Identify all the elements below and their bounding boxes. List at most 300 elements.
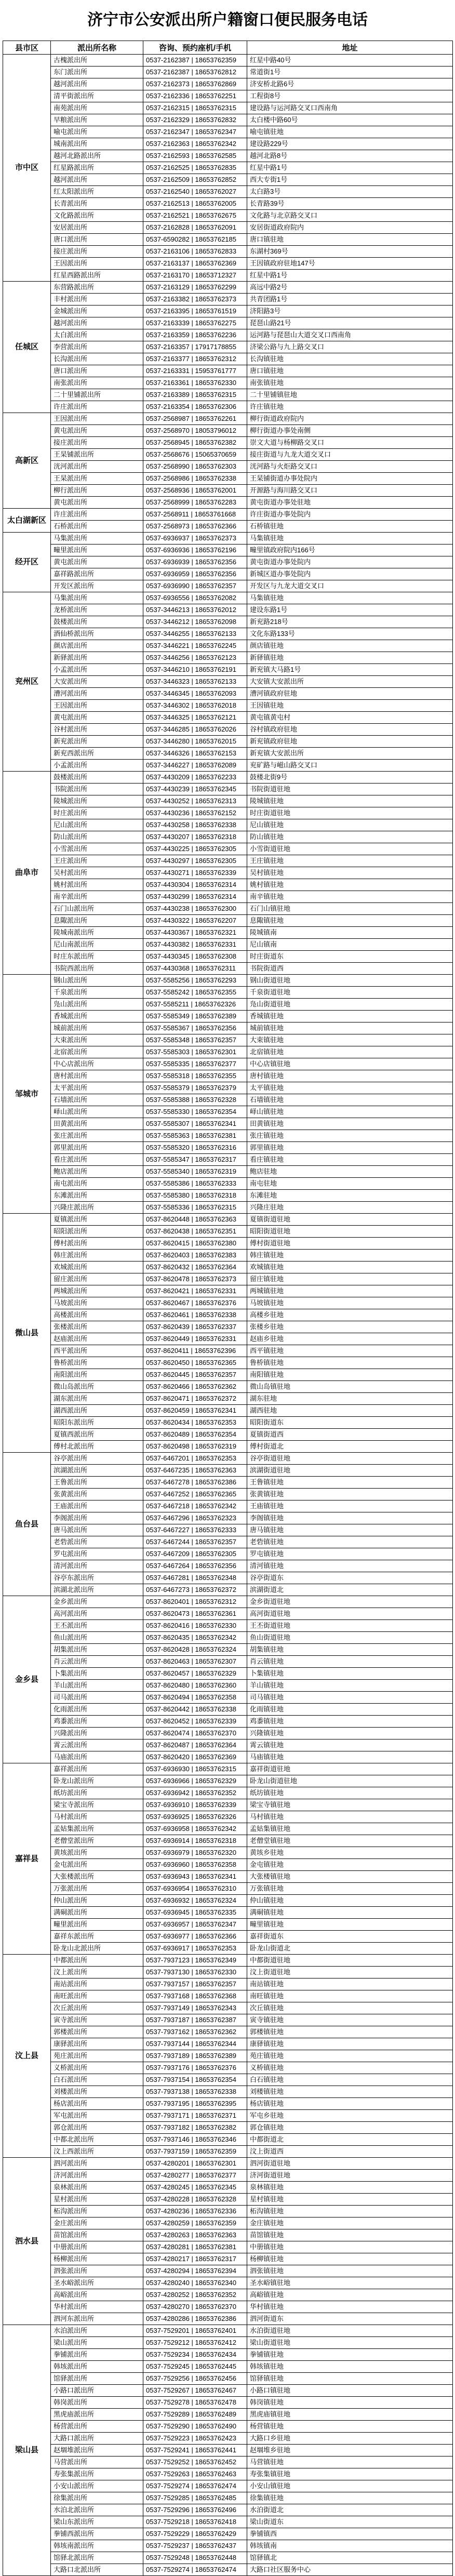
station-name: 大束派出所	[51, 1034, 143, 1046]
phone-cell	[143, 1166, 247, 1178]
phone-mobile: 18653762275	[195, 319, 236, 327]
phone-separator: |	[189, 1550, 195, 1558]
address: 高河街道驻地	[247, 1608, 453, 1620]
phone-mobile: 18653762342	[195, 140, 236, 148]
phone-separator: |	[189, 1932, 195, 1940]
phone-mobile: 18653762311	[195, 964, 236, 972]
table-row	[3, 162, 453, 174]
table-row	[3, 521, 453, 533]
table-row	[3, 712, 453, 724]
phone-mobile: 18653762245	[195, 642, 236, 649]
phone-separator: |	[189, 1299, 195, 1307]
phone-mobile: 18653762357	[195, 1036, 236, 1044]
table-row	[3, 843, 453, 855]
address: 高远中路2号	[247, 282, 453, 294]
table-row	[3, 2516, 453, 2528]
station-name: 小孟派出所	[51, 760, 143, 772]
station-name: 苑庄派出所	[51, 2050, 143, 2062]
address: 微山岛镇驻地	[247, 1381, 453, 1393]
phone-mobile: 18653762376	[195, 2064, 236, 2072]
phone-landline: 0537-8620487	[146, 1741, 190, 1749]
station-name: 黄屯派出所	[51, 556, 143, 568]
address: 苑庄镇驻地	[247, 2050, 453, 2062]
phone-landline: 0537-2568970	[146, 427, 190, 434]
station-name: 钢山派出所	[51, 975, 143, 987]
table-row	[3, 1871, 453, 1883]
phone-mobile: 18653762833	[195, 247, 236, 255]
phone-mobile: 18653762331	[195, 940, 236, 948]
table-row	[3, 2445, 453, 2457]
phone-separator: |	[189, 1430, 195, 1438]
phone-mobile: 18653762359	[195, 2147, 236, 2155]
phone-landline: 0537-3446280	[146, 737, 190, 745]
station-name: 许庄派出所	[51, 401, 143, 413]
phone-separator: |	[189, 1442, 195, 1450]
table-row	[3, 1094, 453, 1106]
phone-mobile: 18653762338	[195, 474, 236, 482]
phone-separator: |	[189, 845, 195, 853]
table-row	[3, 186, 453, 198]
phone-landline: 0537-2162828	[146, 223, 190, 231]
table-row	[3, 1082, 453, 1094]
phone-landline: 0537-7529201	[146, 2327, 190, 2334]
table-row	[3, 1393, 453, 1405]
address: 喻屯镇驻地	[247, 126, 453, 138]
phone-landline: 0537-2162329	[146, 116, 190, 124]
station-name: 南旺派出所	[51, 1990, 143, 2002]
table-row	[3, 2564, 453, 2576]
station-name: 鲁桥派出所	[51, 1357, 143, 1369]
phone-landline: 0537-8620474	[146, 1729, 190, 1737]
phone-cell	[143, 736, 247, 748]
address: 留庄镇驻地	[247, 1273, 453, 1285]
table-row	[3, 1787, 453, 1799]
address: 寅寺镇驻地	[247, 2014, 453, 2026]
phone-separator: |	[189, 881, 195, 888]
table-row	[3, 2313, 453, 2325]
phone-separator: |	[189, 1813, 195, 1821]
phone-landline: 0537-6467296	[146, 1514, 190, 1522]
phone-separator: |	[189, 1418, 195, 1426]
phone-cell	[143, 592, 247, 604]
phone-separator: |	[189, 2339, 195, 2346]
phone-mobile: 18653762377	[195, 1060, 236, 1068]
address: 嘉祥街道驻地	[247, 1763, 453, 1775]
station-name: 北宿派出所	[51, 1046, 143, 1058]
station-name: 司马派出所	[51, 1692, 143, 1704]
table-row	[3, 545, 453, 556]
phone-separator: |	[189, 1837, 195, 1844]
phone-cell	[143, 1823, 247, 1835]
station-name: 高河派出所	[51, 1608, 143, 1620]
station-name: 千泉派出所	[51, 987, 143, 999]
address: 梁宝寺镇驻地	[247, 1799, 453, 1811]
station-name: 汶上派出所	[51, 1967, 143, 1979]
phone-separator: |	[189, 1036, 195, 1044]
phone-cell	[143, 1740, 247, 1751]
phone-cell	[143, 174, 247, 186]
phone-cell	[143, 533, 247, 545]
phone-cell	[143, 138, 247, 150]
phone-mobile: 18653762445	[195, 2362, 236, 2370]
phone-landline: 0537-2163389	[146, 391, 190, 399]
address: 苗馆镇驻地	[247, 2229, 453, 2241]
address: 王庄镇驻地	[247, 855, 453, 867]
phone-mobile: 18653762341	[195, 1406, 236, 1414]
phone-separator: |	[189, 1896, 195, 1904]
address: 张庄镇驻地	[247, 1130, 453, 1142]
phone-cell	[143, 365, 247, 377]
table-row	[3, 1644, 453, 1656]
phone-mobile: 18653762467	[195, 2386, 236, 2394]
phone-landline: 0537-5585320	[146, 1144, 190, 1151]
station-name: 杨柳派出所	[51, 2253, 143, 2265]
phone-mobile: 18653762133	[195, 678, 236, 685]
table-row	[3, 1524, 453, 1536]
phone-separator: |	[189, 1574, 195, 1582]
phone-cell	[143, 1070, 247, 1082]
phone-cell	[143, 831, 247, 843]
address: 文化东路133号	[247, 628, 453, 640]
phone-cell	[143, 652, 247, 664]
phone-landline: 0537-3446221	[146, 642, 190, 649]
phone-separator: |	[189, 391, 195, 399]
phone-mobile: 18653762299	[195, 283, 236, 291]
table-row	[3, 2074, 453, 2086]
phone-landline: 0537-5585363	[146, 1132, 190, 1139]
phone-separator: |	[189, 2100, 195, 2107]
phone-separator: |	[189, 1717, 195, 1725]
table-row	[3, 282, 453, 294]
table-row	[3, 1118, 453, 1130]
station-name: 徐集派出所	[51, 2492, 143, 2504]
phone-mobile: 18653762363	[195, 2231, 236, 2239]
station-name: 馆驿北派出所	[51, 2552, 143, 2564]
table-row	[3, 1692, 453, 1704]
station-name: 满硐派出所	[51, 1907, 143, 1919]
phone-cell	[143, 473, 247, 485]
phone-mobile: 18653762351	[195, 1227, 236, 1235]
phone-cell	[143, 1381, 247, 1393]
address: 时庄街道东	[247, 951, 453, 963]
table-row	[3, 1333, 453, 1345]
phone-separator: |	[189, 1992, 195, 2000]
address: 湖西驻地	[247, 1405, 453, 1417]
station-name: 华村派出所	[51, 2301, 143, 2313]
phone-separator: |	[189, 1705, 195, 1713]
phone-landline: 0537-6467244	[146, 1538, 190, 1546]
address: 越河北路8号	[247, 150, 453, 162]
table-row	[3, 2528, 453, 2540]
table-row	[3, 1166, 453, 1178]
table-row	[3, 628, 453, 640]
address: 疃里镇政府院内166号	[247, 545, 453, 556]
phone-landline: 0537-7529252	[146, 2458, 190, 2466]
address: 湖东驻地	[247, 1393, 453, 1405]
station-name: 石桥派出所	[51, 521, 143, 533]
phone-landline: 0537-5585335	[146, 1060, 190, 1068]
phone-landline: 0537-2163137	[146, 259, 190, 267]
address: 金屯镇驻地	[247, 1859, 453, 1871]
table-row	[3, 2468, 453, 2480]
phone-cell	[143, 724, 247, 736]
address: 肖云镇驻地	[247, 1656, 453, 1668]
station-name: 万张派出所	[51, 1883, 143, 1895]
phone-separator: |	[189, 940, 195, 948]
phone-landline: 0537-8620442	[146, 1705, 190, 1713]
phone-landline: 0537-3446323	[146, 678, 190, 685]
table-row	[3, 246, 453, 258]
station-name: 星村派出所	[51, 2194, 143, 2206]
phone-mobile: 18653762301	[195, 2159, 236, 2167]
phone-mobile: 18653762386	[195, 2315, 236, 2322]
table-row	[3, 497, 453, 509]
phone-landline: 0537-4430299	[146, 893, 190, 900]
phone-separator: |	[189, 2279, 195, 2287]
phone-mobile: 18653762310	[195, 1884, 236, 1892]
phone-cell	[143, 927, 247, 939]
phone-separator: |	[189, 2135, 195, 2143]
phone-separator: |	[189, 1610, 195, 1617]
phone-landline: 0537-4280217	[146, 2255, 190, 2263]
phone-mobile: 18653762353	[195, 1944, 236, 1952]
phone-separator: |	[189, 188, 195, 195]
phone-mobile: 18653762312	[195, 355, 236, 363]
phone-mobile: 18653762869	[195, 80, 236, 88]
station-name: 唐马派出所	[51, 1524, 143, 1536]
address: 兴隆镇驻地	[247, 1728, 453, 1740]
phone-separator: |	[189, 1024, 195, 1032]
table-row	[3, 270, 453, 282]
station-name: 军屯派出所	[51, 2110, 143, 2122]
phone-landline: 0537-3446302	[146, 701, 190, 709]
station-name: 王庙派出所	[51, 1501, 143, 1512]
table-row	[3, 592, 453, 604]
phone-separator: |	[189, 1514, 195, 1522]
table-row	[3, 1250, 453, 1262]
station-name: 小孟派出所	[51, 664, 143, 676]
station-name: 中都北派出所	[51, 2134, 143, 2146]
table-row	[3, 2265, 453, 2277]
phone-separator: |	[189, 1275, 195, 1283]
phone-mobile: 18653762352	[195, 1789, 236, 1797]
phone-separator: |	[189, 952, 195, 960]
phone-landline: 0537-4280228	[146, 2195, 190, 2203]
address: 杨营镇驻地	[247, 2421, 453, 2433]
phone-separator: |	[189, 379, 195, 387]
phone-landline: 0537-7937189	[146, 2052, 190, 2060]
address: 红星中路1号	[247, 162, 453, 174]
phone-separator: |	[189, 1120, 195, 1127]
table-row	[3, 2062, 453, 2074]
station-name: 南屯派出所	[51, 1178, 143, 1190]
table-row	[3, 2122, 453, 2134]
station-name: 滨湖北派出所	[51, 1584, 143, 1596]
address: 防山镇驻地	[247, 831, 453, 843]
phone-separator: |	[189, 737, 195, 745]
table-row	[3, 1680, 453, 1692]
phone-mobile: 18653762383	[195, 1251, 236, 1259]
phone-landline: 0537-7529218	[146, 2518, 190, 2526]
station-name: 接庄派出所	[51, 246, 143, 258]
address: 南辛镇驻地	[247, 891, 453, 903]
station-name: 金庄派出所	[51, 2218, 143, 2229]
phone-mobile: 18653762370	[195, 1729, 236, 1737]
station-name: 看庄派出所	[51, 1154, 143, 1166]
station-name: 早粮派出所	[51, 114, 143, 126]
station-name: 卜集派出所	[51, 1668, 143, 1680]
table-row	[3, 2540, 453, 2552]
phone-cell	[143, 951, 247, 963]
table-row	[3, 772, 453, 784]
table-row	[3, 2397, 453, 2409]
phone-cell	[143, 485, 247, 497]
phone-landline: 0537-8620445	[146, 1371, 190, 1378]
address: 大路口乡驻地	[247, 2433, 453, 2445]
phone-separator: |	[189, 2518, 195, 2526]
station-name: 越河派出所	[51, 174, 143, 186]
address: 王鲁镇驻地	[247, 1477, 453, 1489]
address: 义桥镇驻地	[247, 2062, 453, 2074]
phone-landline: 0537-4430258	[146, 821, 190, 829]
address: 霄云镇驻地	[247, 1740, 453, 1751]
phone-mobile: 18653762293	[195, 976, 236, 984]
phone-cell	[143, 580, 247, 592]
address: 崇文大道与杨柳路交叉口	[247, 437, 453, 449]
phone-cell	[143, 329, 247, 341]
phone-landline: 0537-8620403	[146, 1251, 190, 1259]
phone-landline: 0537-6936977	[146, 1932, 190, 1940]
phone-mobile: 18653762365	[195, 1490, 236, 1498]
phone-separator: |	[189, 474, 195, 482]
address: 欢城镇驻地	[247, 1262, 453, 1273]
station-name: 香城派出所	[51, 1011, 143, 1023]
phone-separator: |	[189, 403, 195, 410]
address: 钢山街道驻地	[247, 975, 453, 987]
phone-separator: |	[189, 1191, 195, 1199]
table-row	[3, 1429, 453, 1441]
phone-mobile: 18653762346	[195, 2135, 236, 2143]
phone-separator: |	[189, 2016, 195, 2024]
phone-cell	[143, 102, 247, 114]
station-name: 中心店派出所	[51, 1058, 143, 1070]
address: 唐口镇驻地	[247, 234, 453, 246]
station-name: 李阁派出所	[51, 1512, 143, 1524]
phone-cell	[143, 2014, 247, 2026]
phone-mobile: 18653762305	[195, 845, 236, 853]
station-name: 卧龙山派出所	[51, 1775, 143, 1787]
phone-cell	[143, 1345, 247, 1357]
phone-cell	[143, 2301, 247, 2313]
address: 马集镇驻地	[247, 592, 453, 604]
phone-cell	[143, 521, 247, 533]
phone-landline: 0537-5585380	[146, 1191, 190, 1199]
phone-separator: |	[189, 2112, 195, 2119]
station-name: 小雪派出所	[51, 843, 143, 855]
address: 疃里镇驻地	[247, 1919, 453, 1931]
station-name: 大路口北派出所	[51, 2564, 143, 2576]
phone-landline: 0537-4280281	[146, 2243, 190, 2251]
phone-landline: 0537-8620480	[146, 1681, 190, 1689]
address: 司马镇驻地	[247, 1692, 453, 1704]
phone-cell	[143, 2002, 247, 2014]
station-name: 湖西派出所	[51, 1405, 143, 1417]
address: 张楼乡驻地	[247, 1321, 453, 1333]
station-name: 古槐派出所	[51, 55, 143, 67]
phone-landline: 0537-6467264	[146, 1562, 190, 1570]
phone-cell	[143, 1023, 247, 1034]
phone-cell	[143, 126, 247, 138]
table-row	[3, 1011, 453, 1023]
phone-mobile: 18653762496	[195, 2506, 236, 2514]
station-name: 洸河派出所	[51, 461, 143, 473]
table-row	[3, 1178, 453, 1190]
phone-cell	[143, 1692, 247, 1704]
phone-cell	[143, 891, 247, 903]
phone-cell	[143, 2504, 247, 2516]
table-row	[3, 2349, 453, 2361]
address: 石桥镇驻地	[247, 521, 453, 533]
station-name: 拳铺西派出所	[51, 2528, 143, 2540]
address: 郭楼镇驻地	[247, 2026, 453, 2038]
address: 郭里镇驻地	[247, 1142, 453, 1154]
phone-mobile: 18653762026	[195, 725, 236, 733]
phone-landline: 0537-4280236	[146, 2207, 190, 2215]
table-row	[3, 616, 453, 628]
phone-landline: 0537-7937182	[146, 2123, 190, 2131]
address: 梁山街道东	[247, 2516, 453, 2528]
phone-landline: 0537-7937123	[146, 1956, 190, 1964]
phone-cell	[143, 162, 247, 174]
phone-mobile: 18653762331	[195, 1287, 236, 1295]
table-row	[3, 568, 453, 580]
station-name: 书院派出所	[51, 784, 143, 795]
phone-landline: 0537-8620478	[146, 1275, 190, 1283]
phone-landline: 0537-2568987	[146, 415, 190, 422]
phone-separator: |	[189, 2004, 195, 2012]
table-row	[3, 1357, 453, 1369]
station-name: 龙桥派出所	[51, 604, 143, 616]
phone-separator: |	[189, 773, 195, 781]
station-name: 凫山派出所	[51, 999, 143, 1011]
address: 黄屯镇黄屯村	[247, 712, 453, 724]
station-name: 时庄派出所	[51, 807, 143, 819]
phone-landline: 0537-8620439	[146, 1323, 190, 1331]
table-row	[3, 2098, 453, 2110]
phone-cell	[143, 2038, 247, 2050]
address: 南站镇驻地	[247, 1979, 453, 1990]
phone-landline: 0537-4280277	[146, 2171, 190, 2179]
phone-cell	[143, 712, 247, 724]
phone-separator: |	[189, 785, 195, 793]
table-row	[3, 1285, 453, 1297]
phone-separator: |	[189, 1526, 195, 1534]
phone-separator: |	[189, 1323, 195, 1331]
station-name: 黄屯派出所	[51, 425, 143, 437]
phone-landline: 0537-5585307	[146, 1120, 190, 1127]
phone-landline: 0537-7529289	[146, 2410, 190, 2418]
phone-landline: 0537-6936917	[146, 1944, 190, 1952]
address: 新驿镇驻地	[247, 652, 453, 664]
phone-separator: |	[189, 486, 195, 494]
phone-landline: 0537-6936945	[146, 1908, 190, 1916]
phone-separator: |	[189, 2052, 195, 2060]
phone-mobile: 18653762423	[195, 2434, 236, 2442]
phone-landline: 0537-4280252	[146, 2291, 190, 2299]
table-row	[3, 1620, 453, 1632]
station-name: 马坡派出所	[51, 1297, 143, 1309]
station-name: 长沟派出所	[51, 353, 143, 365]
